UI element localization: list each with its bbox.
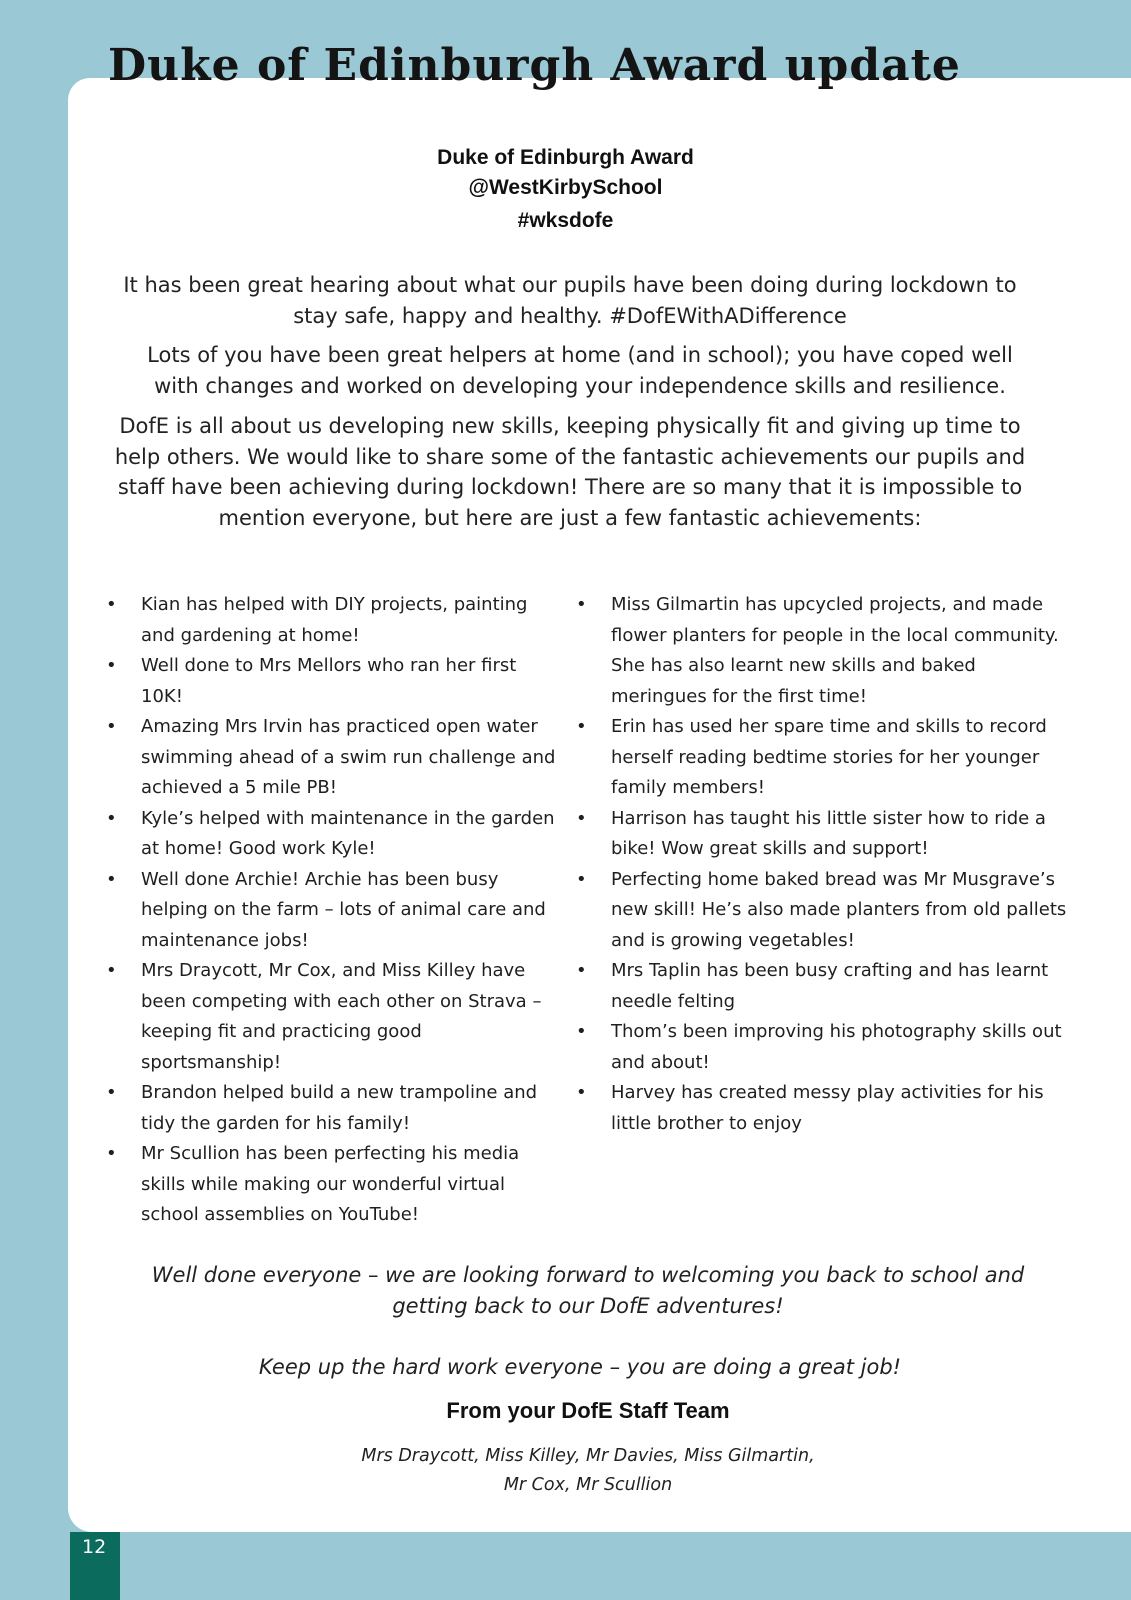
achievement-text: Harrison has taught his little sister how to ride a bike! Wow great skills and support! — [611, 807, 1046, 859]
list-item — [106, 1139, 561, 1231]
list-item — [576, 1017, 1071, 1078]
page-number: 12 — [82, 1536, 107, 1558]
list-item — [576, 590, 1071, 712]
twitter-handle: @WestKirbySchool — [468, 176, 663, 199]
list-item — [106, 1078, 561, 1139]
achievement-text: Amazing Mrs Irvin has practiced open water swimming ahead of a swim run challenge and achieved a 5 mile PB! — [141, 716, 556, 798]
achievement-text: Harvey has created messy play activities for his little brother to enjoy — [611, 1082, 1044, 1134]
achievement-text: Thom’s been improving his photography skills out and about! — [611, 1021, 1062, 1073]
bullet-icon: • — [106, 1082, 117, 1103]
achievement-text: Mrs Draycott, Mr Cox, and Miss Killey have been competing with each other on Strava – keeping fit and practicing good sportsmanship! — [141, 960, 542, 1073]
bullet-icon: • — [106, 655, 117, 676]
bullet-icon: • — [576, 594, 587, 615]
intro-paragraph-1: It has been great hearing about what our pupils have been doing during lockdown to stay safe, happy and healthy. #DofEWithADifference — [123, 273, 1017, 328]
list-item — [106, 956, 561, 1078]
bullet-icon: • — [576, 716, 587, 737]
bullet-icon: • — [106, 960, 117, 981]
achievement-text: Perfecting home baked bread was Mr Musgrave’s new skill! He’s also made planters from old pallets and is growing vegetables! — [611, 868, 1067, 951]
page-number-badge — [70, 1532, 120, 1600]
bullet-icon: • — [576, 807, 587, 829]
list-item — [106, 865, 561, 957]
bullet-icon: • — [106, 807, 117, 829]
bullet-icon: • — [106, 868, 117, 890]
achievement-text: Mrs Taplin has been busy crafting and has learnt needle felting — [611, 960, 1049, 1012]
bullet-icon: • — [576, 1082, 587, 1103]
hashtag: #wksdofe — [517, 209, 614, 232]
page-title: Duke of Edinburgh Award update — [108, 40, 961, 91]
list-item — [576, 1078, 1071, 1139]
closing-message-2: Keep up the hard work everyone – you are doing a great job! — [258, 1355, 902, 1379]
bullet-icon: • — [106, 594, 117, 615]
achievement-text: Kian has helped with DIY projects, painting and gardening at home! — [141, 594, 528, 646]
staff-names-line-2: Mr Cox, Mr Scullion — [503, 1475, 673, 1495]
bullet-icon: • — [106, 1143, 117, 1164]
intro-paragraph-3: DofE is all about us developing new skills, keeping physically fit and giving up time to help others. We would like to share some of the fantastic achievements our pupils and staff have been achieving during lockdown! There are so many that it is impossible to mention everyone, but here are just a few fantastic achievements: — [114, 414, 1026, 530]
list-item — [576, 956, 1071, 1017]
list-item — [576, 804, 1071, 865]
intro-paragraph-2: Lots of you have been great helpers at home (and in school); you have coped well with changes and worked on developing your independence skills and resilience. — [147, 343, 1013, 398]
bullet-icon: • — [576, 1021, 587, 1042]
list-item — [106, 590, 561, 651]
list-item — [576, 865, 1071, 957]
list-item — [106, 712, 561, 804]
signoff-title: From your DofE Staff Team — [446, 1398, 730, 1423]
bullet-icon: • — [576, 868, 587, 890]
achievement-text: Brandon helped build a new trampoline and tidy the garden for his family! — [141, 1082, 538, 1134]
achievements-left-list — [106, 590, 561, 1231]
achievement-text: Well done to Mrs Mellors who ran her first 10K! — [141, 655, 517, 707]
closing-message-1: Well done everyone – we are looking forward to welcoming you back to school and getting back to our DofE adventures! — [151, 1263, 1025, 1318]
achievements-right-list — [576, 590, 1071, 1139]
award-heading: Duke of Edinburgh Award — [437, 146, 694, 169]
achievement-text: Kyle’s helped with maintenance in the garden at home! Good work Kyle! — [141, 807, 555, 859]
staff-names — [0, 1442, 1131, 1500]
achievement-text: Erin has used her spare time and skills to record herself reading bedtime stories for her younger family members! — [611, 716, 1047, 798]
list-item — [106, 651, 561, 712]
staff-names-line-1: Mrs Draycott, Miss Killey, Mr Davies, Miss Gilmartin, — [361, 1446, 815, 1466]
achievement-text: Mr Scullion has been perfecting his media skills while making our wonderful virtual school assemblies on YouTube! — [141, 1143, 520, 1225]
list-item — [576, 712, 1071, 804]
bullet-icon: • — [576, 960, 587, 981]
list-item — [106, 804, 561, 865]
achievement-text: Well done Archie! Archie has been busy helping on the farm – lots of animal care and maintenance jobs! — [141, 868, 546, 951]
achievement-text: Miss Gilmartin has upcycled projects, and made flower planters for people in the local community. She has also learnt new skills and baked meringues for the first time! — [611, 594, 1059, 707]
bullet-icon: • — [106, 716, 117, 737]
